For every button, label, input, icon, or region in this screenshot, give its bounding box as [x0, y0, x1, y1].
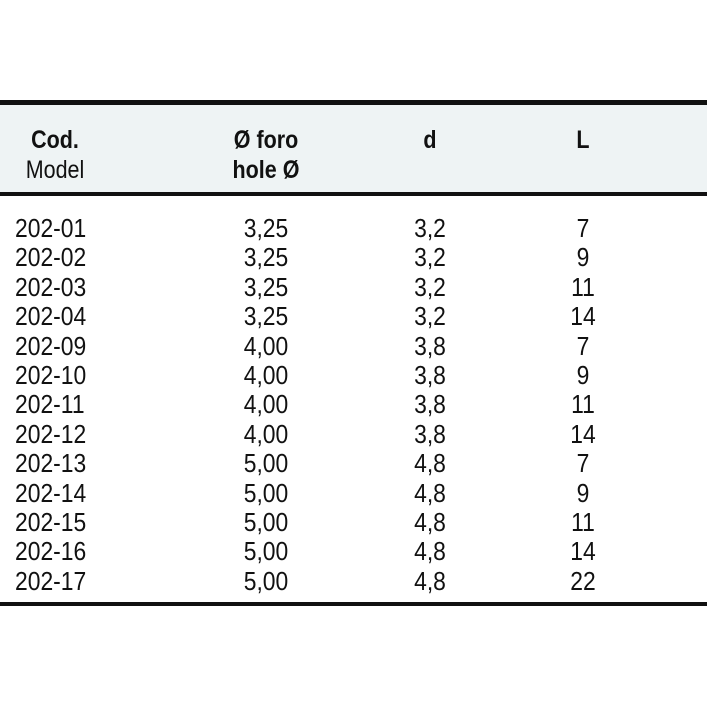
cell-model: 202-11: [15, 389, 85, 420]
cell-l: 11: [571, 506, 595, 537]
cell-model: 202-12: [15, 418, 87, 449]
cell-hole-diameter: 4,00: [243, 359, 289, 390]
header-hole-line2: hole Ø: [232, 156, 300, 184]
cell-l: 7: [576, 213, 590, 243]
header-hole-line1: Ø foro: [233, 126, 299, 154]
cell-hole-diameter: 3,25: [243, 301, 289, 332]
cell-l: 11: [571, 271, 595, 302]
cell-model: 202-10: [15, 359, 87, 390]
cell-l: 14: [570, 301, 596, 332]
cell-l: 22: [570, 565, 596, 596]
table-row: [0, 302, 707, 331]
table-row: [0, 420, 707, 449]
cell-model: 202-03: [15, 271, 87, 302]
cell-model: 202-16: [15, 536, 87, 567]
cell-d: 3,8: [414, 389, 446, 420]
cell-hole-diameter: 5,00: [243, 506, 289, 537]
table-row: [0, 332, 707, 361]
table-row: [0, 449, 707, 478]
table-row: [0, 537, 707, 566]
cell-model: 202-13: [15, 448, 87, 479]
cell-hole-diameter: 3,25: [243, 271, 289, 302]
cell-hole-diameter: 4,00: [243, 418, 289, 449]
header-model-line2: Model: [25, 156, 85, 184]
cell-d: 3,2: [414, 242, 446, 273]
table-header: [0, 105, 707, 192]
table-row: [0, 508, 707, 537]
cell-model: 202-09: [15, 330, 87, 361]
table-row: [0, 273, 707, 302]
cell-d: 3,2: [414, 271, 446, 302]
cell-d: 3,2: [414, 301, 446, 332]
table-row: [0, 390, 707, 419]
cell-model: 202-02: [15, 242, 87, 273]
cell-hole-diameter: 3,25: [243, 242, 289, 273]
cell-l: 14: [570, 536, 596, 567]
cell-hole-diameter: 4,00: [243, 389, 289, 420]
table-row: [0, 361, 707, 390]
table-row: [0, 243, 707, 272]
cell-model: 202-04: [15, 301, 87, 332]
cell-hole-diameter: 5,00: [243, 565, 289, 596]
header-model: [12, 125, 98, 185]
cell-d: 3,2: [414, 213, 446, 243]
cell-l: 11: [571, 389, 595, 420]
cell-d: 4,8: [414, 448, 446, 479]
header-model-line1: Cod.: [31, 126, 79, 154]
bottom-rule: [0, 602, 707, 606]
cell-l: 9: [576, 477, 590, 508]
cell-hole-diameter: 3,25: [243, 213, 289, 243]
cell-d: 3,8: [414, 418, 446, 449]
cell-d: 4,8: [414, 536, 446, 567]
cell-l: 9: [576, 359, 590, 390]
spec-table: [0, 100, 707, 606]
header-d-label: d: [423, 126, 437, 154]
header-l-label: L: [576, 126, 590, 154]
cell-d: 4,8: [414, 506, 446, 537]
table-row: [0, 567, 707, 596]
header-hole: [219, 125, 314, 185]
cell-d: 3,8: [414, 330, 446, 361]
cell-l: 9: [576, 242, 590, 273]
cell-l: 7: [576, 330, 590, 361]
header-d: [409, 125, 452, 155]
cell-l: 7: [576, 448, 590, 479]
cell-hole-diameter: 5,00: [243, 448, 289, 479]
cell-hole-diameter: 5,00: [243, 477, 289, 508]
cell-hole-diameter: 4,00: [243, 330, 289, 361]
cell-model: 202-15: [15, 506, 87, 537]
cell-l: 14: [570, 418, 596, 449]
table-row: [0, 214, 707, 243]
table-row: [0, 479, 707, 508]
header-l: [562, 125, 605, 155]
cell-d: 4,8: [414, 565, 446, 596]
table-body: [0, 196, 707, 602]
cell-model: 202-01: [15, 213, 87, 243]
cell-hole-diameter: 5,00: [243, 536, 289, 567]
cell-d: 4,8: [414, 477, 446, 508]
cell-d: 3,8: [414, 359, 446, 390]
cell-model: 202-14: [15, 477, 87, 508]
cell-model: 202-17: [15, 565, 87, 596]
